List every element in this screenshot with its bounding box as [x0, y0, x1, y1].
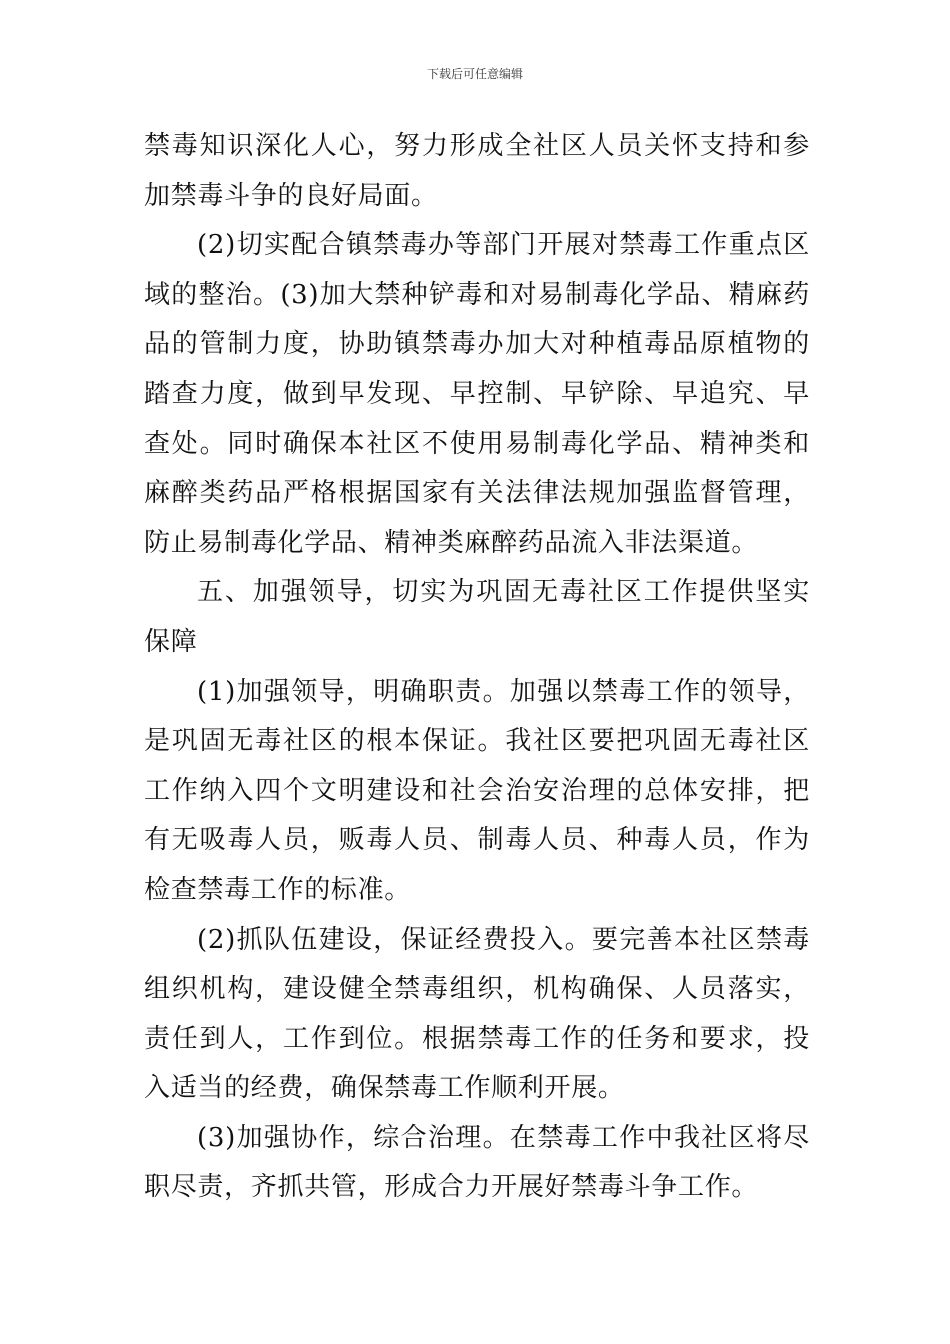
paragraph-item-2-3: (2)切实配合镇禁毒办等部门开展对禁毒工作重点区域的整治。(3)加大禁种铲毒和对易制毒化学品、精麻药品的管制力度，协助镇禁毒办加大对种植毒品原植物的踏查力度，做到早发现、早控制、早铲除、早追究、早查处。同时确保本社区不使用易制毒化学品、精神类和麻醉类药品严格根据国家有关法律法规加强监督管理，防止易制毒化学品、精神类麻醉药品流入非法渠道。	[144, 230, 810, 558]
document-body	[144, 122, 810, 1213]
page-header-note: 下载后可任意编辑	[426, 67, 523, 81]
paragraph-item-3: (3)加强协作，综合治理。在禁毒工作中我社区将尽职尽责，齐抓共管，形成合力开展好禁毒斗争工作。	[144, 1122, 810, 1203]
paragraph-item-2: (2)抓队伍建设，保证经费投入。要完善本社区禁毒组织机构，建设健全禁毒组织，机构确保、人员落实，责任到人，工作到位。根据禁毒工作的任务和要求，投入适当的经费，确保禁毒工作顺利开展。	[144, 924, 810, 1104]
paragraph-continuation: 禁毒知识深化人心，努力形成全社区人员关怀支持和参加禁毒斗争的良好局面。	[144, 131, 810, 211]
paragraph-item-1: (1)加强领导，明确职责。加强以禁毒工作的领导，是巩固无毒社区的根本保证。我社区要把巩固无毒社区工作纳入四个文明建设和社会治安治理的总体安排，把有无吸毒人员，贩毒人员、制毒人员、种毒人员，作为检查禁毒工作的标准。	[144, 676, 810, 905]
section-heading-five: 五、加强领导，切实为巩固无毒社区工作提供坚实保障	[144, 577, 810, 657]
